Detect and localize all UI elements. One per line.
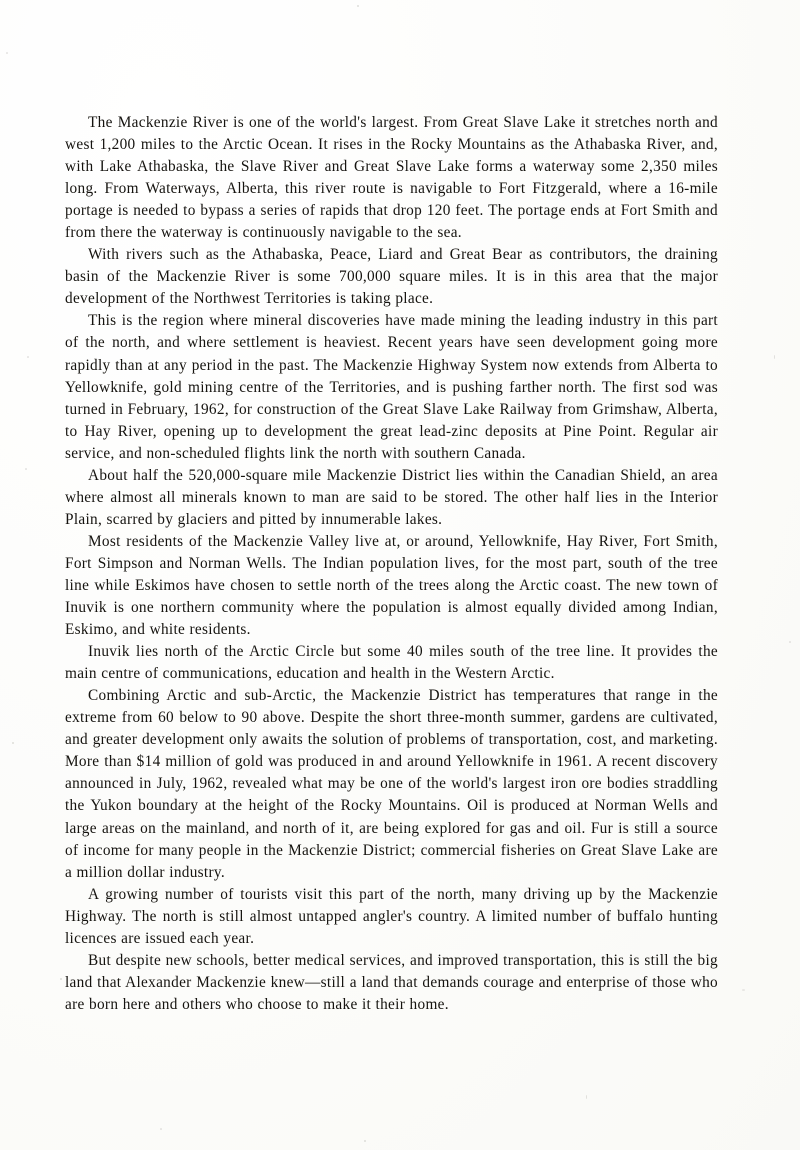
scan-speck <box>6 52 8 54</box>
scan-speck <box>160 1128 162 1130</box>
paragraph: A growing number of tourists visit this part of the north, many driving up by the Mackenzie Highway. The north is still almost untapped angler's country. A limited number of buffalo hunting licences are issued each year. <box>65 885 718 947</box>
paragraph: But despite new schools, better medical services, and improved transportation, this is still the big land that Alexander Mackenzie knew—still a land that demands courage and enterprise of those who are born here and others who choose to make it their home. <box>65 951 718 1013</box>
scan-speck <box>27 356 29 358</box>
scan-speck <box>742 989 745 991</box>
scan-speck <box>357 5 359 7</box>
scan-speck <box>586 1095 587 1099</box>
scan-speck <box>364 1140 366 1142</box>
scan-speck <box>789 641 791 643</box>
paragraph: Inuvik lies north of the Arctic Circle but some 40 miles south of the tree line. It provides the main centre of communications, education and health in the Western Arctic. <box>65 643 718 683</box>
paragraph: Combining Arctic and sub-Arctic, the Mackenzie District has temperatures that range in the extreme from 60 below to 90 above. Despite the short three-month summer, gardens are cultivated, and greater development only awaits the solution of problems of transportation, cost, and marketing. More than $14 million of gold was produced in and around Yellowknife in 1961. A recent discovery announced in July, 1962, revealed what may be one of the world's largest iron ore bodies straddling the Yukon boundary at the height of the Rocky Mountains. Oil is produced at Norman Wells and large areas on the mainland, and north of it, are being explored for gas and oil. Fur is still a source of income for many people in the Mackenzie District; commercial fisheries on Great Slave Lake are a million dollar industry. <box>65 687 718 881</box>
paragraph: With rivers such as the Athabaska, Peace, Liard and Great Bear as contributors, the draining basin of the Mackenzie River is some 700,000 square miles. It is in this area that the major development of the Northwest Territories is taking place. <box>65 246 718 308</box>
paragraph: About half the 520,000-square mile Mackenzie District lies within the Canadian Shield, an area where almost all minerals known to man are said to be stored. The other half lies in the Interior Plain, scarred by glaciers and pitted by innumerable lakes. <box>65 466 718 528</box>
scan-speck <box>25 468 27 470</box>
scan-speck <box>774 355 775 359</box>
scan-speck <box>12 742 14 744</box>
paragraph: The Mackenzie River is one of the world's largest. From Great Slave Lake it stretches north and west 1,200 miles to the Arctic Ocean. It rises in the Rocky Mountains as the Athabaska River, and, with Lake Athabaska, the Slave River and Great Slave Lake forms a waterway some 2,350 miles long. From Waterways, Alberta, this river route is navigable to Fort Fitzgerald, where a 16-mile portage is needed to bypass a series of rapids that drop 120 feet. The portage ends at Fort Smith and from there the waterway is continuously navigable to the sea. <box>65 114 718 242</box>
paragraph: This is the region where mineral discoveries have made mining the leading industry in this part of the north, and where settlement is heaviest. Recent years have seen development going more rapidly than at any period in the past. The Mackenzie Highway System now extends from Alberta to Yellowknife, gold mining centre of the Territories, and is pushing farther north. The first sod was turned in February, 1962, for construction of the Great Slave Lake Railway from Grimshaw, Alberta, to Hay River, opening up to development the great lead-zinc deposits at Pine Point. Regular air service, and non-scheduled flights link the north with southern Canada. <box>65 312 718 462</box>
scan-speck <box>60 978 62 980</box>
paragraph: Most residents of the Mackenzie Valley live at, or around, Yellowknife, Hay River, Fort Smith, Fort Simpson and Norman Wells. The Indian population lives, for the most part, south of the tree line while Eskimos have chosen to settle north of the trees along the Arctic coast. The new town of Inuvik is one northern community where the population is almost equally divided among Indian, Eskimo, and white residents. <box>65 532 718 639</box>
body-text-block <box>65 112 718 1016</box>
